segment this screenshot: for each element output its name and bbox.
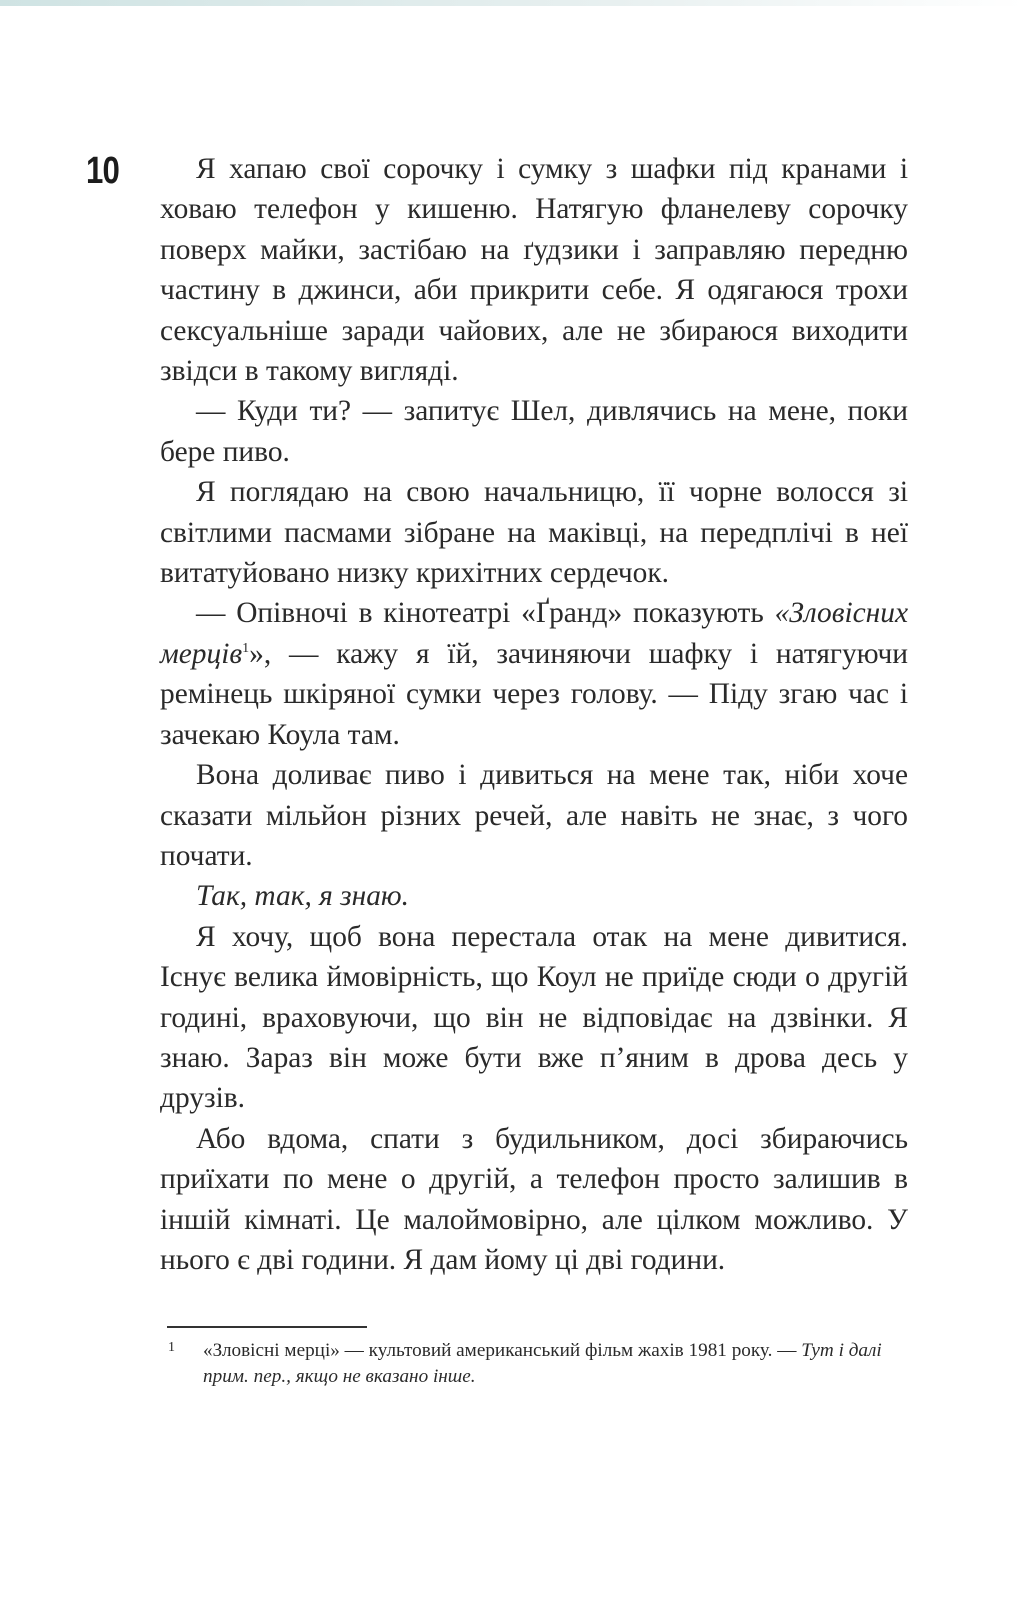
paragraph-3: Я поглядаю на свою начальницю, її чорне волосся зі світлими пасмами зібране на маківці, на передплічі в неї витатуйовано низку крихітних сердечок. [160,476,908,590]
footnote-reference: 1 [242,640,250,656]
paragraph-4-lead: — Опівночі в кінотеатрі «Ґранд» показують [196,597,775,630]
paragraph-6 [160,876,908,916]
film-title: «Зловісних мерців [160,597,908,670]
paragraph-4-rest: », — кажу я їй, зачиняючи шафку і натягуючи ремінець шкіряної сумки через голову. — Піду згаю час і зачекаю Коула там. [160,637,908,751]
page-top-edge [0,0,1024,6]
footnote [203,1338,919,1390]
body-text [160,149,908,1280]
page-number: 10 [86,150,120,192]
paragraph-4 [160,593,908,755]
inner-thought: Так, так, я знаю. [196,880,409,913]
paragraph-5: Вона доливає пиво і дивиться на мене так, ніби хоче сказати мільйон різних речей, але навіть не знає, з чого почати. [160,759,908,872]
footnote-text: «Зловісні мерці» — культовий американський фільм жахів 1981 року. — [203,1340,802,1361]
paragraph-2: — Куди ти? — запитує Шел, дивлячись на мене, поки бере пиво. [160,395,908,468]
paragraph-7: Я хочу, щоб вона перестала отак на мене дивитися. Існує велика ймовірність, що Коул не приїде сюди о другій годині, враховуючи, що він не відповідає на дзвінки. Я знаю. Зараз він може бути вже п’яним в дрова десь у друзів. [160,920,908,1115]
footnote-divider [167,1326,367,1328]
footnote-marker: 1 [168,1340,175,1355]
paragraph-1: Я хапаю свої сорочку і сумку з шафки під кранами і ховаю телефон у кишеню. Натягую фланелеву сорочку поверх майки, застібаю на ґудзики і заправляю передню частину в джинси, аби прикрити себе. Я одягаюся трохи сексуальніше заради чайових, але не збираюся виходити звідси в такому вигляді. [160,153,908,388]
paragraph-8: Або вдома, спати з будильником, досі збираючись приїхати по мене о другій, а телефон просто залишив в іншій кімнаті. Це малоймовірно, але цілком можливо. У нього є дві години. Я дам йому ці дві години. [160,1122,908,1276]
footnote-note: Тут і далі прим. пер., якщо не вказано інше. [203,1340,882,1387]
